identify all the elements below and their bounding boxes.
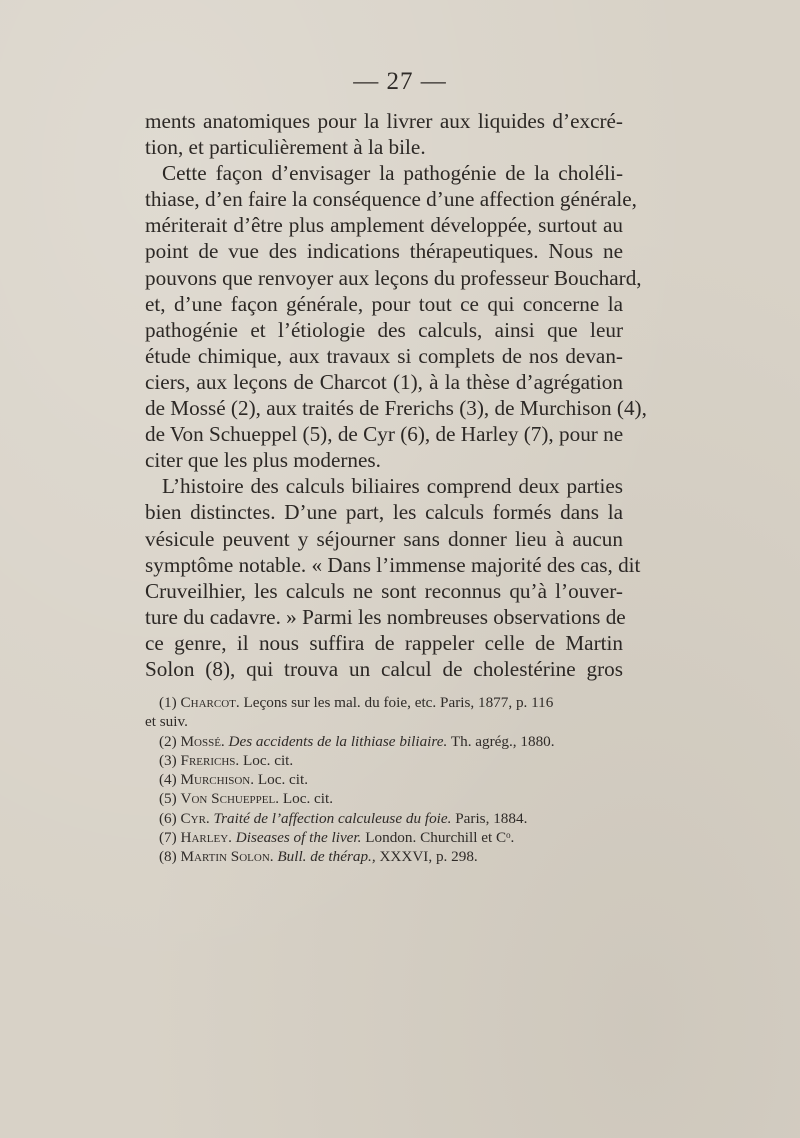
body-line: bien distinctes. D’une part, les calculs formés dans la — [145, 500, 623, 525]
footnote-text-after: London. Churchill et Cᵒ. — [361, 829, 515, 847]
body-line: vésicule peuvent y séjourner sans donner lieu à aucun — [145, 526, 623, 551]
footnote-text: Leçons sur les mal. du foie, etc. Paris, 1877, p. 116 — [239, 694, 554, 711]
footnote — [145, 751, 623, 770]
body-line: ments anatomiques pour la livrer aux liquides d’excré- — [145, 109, 623, 133]
footnote-author: Murchison. — [180, 771, 255, 789]
body-line: pouvons que renvoyer aux leçons du professeur Bouchard, — [145, 265, 642, 290]
footnote-author: Cyr. — [180, 809, 210, 827]
footnotes — [145, 693, 623, 867]
footnote-number: (1) — [159, 694, 177, 711]
body-text — [145, 108, 647, 682]
footnote-text: Loc. cit. — [279, 790, 334, 808]
body-line: citer que les plus modernes. — [145, 448, 381, 473]
footnote-author: Frerichs. — [180, 751, 240, 769]
page-number: — 27 — — [353, 68, 447, 95]
footnote-number: (6) — [159, 809, 177, 827]
footnote-author: Mossé. — [180, 732, 225, 750]
body-line: ce genre, il nous suffira de rappeler celle de Martin — [145, 630, 623, 655]
footnote-title: Traité de l’affection calculeuse du foie. — [213, 809, 452, 827]
body-line: point de vue des indications thérapeutiques. Nous ne — [145, 239, 623, 264]
footnote-author: Harley. — [180, 829, 232, 847]
footnote-text: et suiv. — [145, 713, 188, 731]
footnote-title: Diseases of the liver. — [235, 829, 362, 847]
body-line: Cruveilhier, les calculs ne sont reconnus qu’à l’ouver- — [145, 578, 623, 603]
footnote — [145, 732, 623, 751]
footnote — [145, 809, 623, 828]
body-line: pathogénie et l’étiologie des calculs, ainsi que leur — [145, 317, 623, 342]
body-line: tion, et particulièrement à la bile. — [145, 135, 426, 160]
body-line: L’histoire des calculs biliaires comprend deux parties — [162, 474, 623, 499]
footnote-number: (8) — [159, 848, 177, 866]
footnote — [145, 693, 623, 712]
body-line: symptôme notable. « Dans l’immense majorité des cas, dit — [145, 552, 641, 577]
footnote-number: (2) — [159, 732, 177, 750]
body-line: ture du cadavre. » Parmi les nombreuses observations de — [145, 604, 626, 629]
footnote — [145, 847, 623, 866]
body-line: et, d’une façon générale, pour tout ce qui concerne la — [145, 291, 623, 316]
footnote-author: Martin Solon. — [180, 848, 274, 866]
body-line: Solon (8), qui trouva un calcul de cholestérine gros — [145, 656, 623, 681]
footnote-number: (3) — [159, 751, 177, 769]
footnote — [145, 789, 623, 808]
body-line: ciers, aux leçons de Charcot (1), à la thèse d’agrégation — [145, 369, 623, 394]
body-line: de Mossé (2), aux traités de Frerichs (3), de Murchison (4), — [145, 396, 647, 421]
footnote — [145, 828, 623, 847]
footnote — [145, 712, 623, 731]
footnote-number: (5) — [159, 790, 177, 808]
footnote-title: Des accidents de la lithiase biliaire. — [228, 732, 448, 750]
body-line: de Von Schueppel (5), de Cyr (6), de Harley (7), pour ne — [145, 422, 624, 447]
footnote-number: (7) — [159, 829, 177, 847]
footnote-author: Von Schueppel. — [180, 790, 280, 808]
footnote-text: Loc. cit. — [239, 751, 294, 769]
body-line: mériterait d’être plus amplement développée, surtout au — [145, 213, 623, 238]
footnote-text: Loc. cit. — [254, 771, 309, 789]
body-line: Cette façon d’envisager la pathogénie de la choléli- — [162, 161, 623, 186]
footnote-text-after: XXXVI, p. 298. — [375, 848, 478, 866]
footnote-number: (4) — [159, 771, 177, 789]
footnote-author: Charcot. — [180, 694, 240, 711]
footnote-text-after: Th. agrég., 1880. — [447, 732, 555, 750]
footnote — [145, 770, 623, 789]
footnote-title: Bull. de thérap., — [277, 848, 376, 866]
footnote-text-after: Paris, 1884. — [451, 809, 528, 827]
body-line: étude chimique, aux travaux si complets de nos devan- — [145, 343, 623, 368]
body-line: thiase, d’en faire la conséquence d’une affection générale, — [145, 187, 637, 212]
